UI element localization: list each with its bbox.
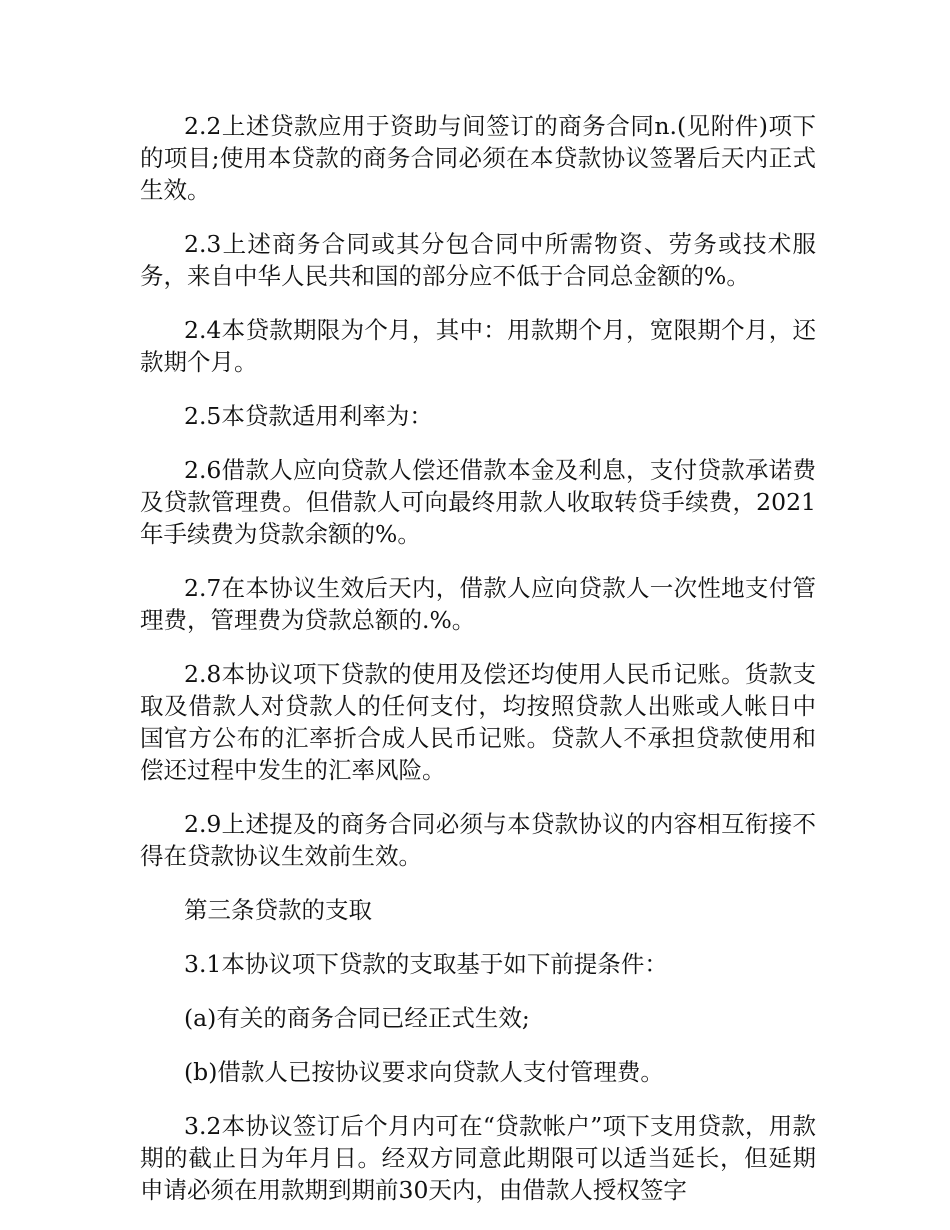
clause-2-2: 2.2上述贷款应用于资助与间签订的商务合同n.(见附件)项下的项目;使用本贷款的商务合同必须在本贷款协议签署后天内正式生效。 (140, 112, 816, 204)
clause-2-3: 2.3上述商务合同或其分包合同中所需物资、劳务或技术服务，来自中华人民共和国的部分应不低于合同总金额的%。 (140, 230, 816, 290)
article-3-heading: 第三条贷款的支取 (184, 896, 372, 924)
clause-3-2: 3.2本协议签订后个月内可在“贷款帐户”项下支用贷款，用款期的截止日为年月日。经双方同意此期限可以适当延长，但延期申请必须在用款期到期前30天内，由借款人授权签字 (140, 1112, 816, 1204)
clause-2-9: 2.9上述提及的商务合同必须与本贷款协议的内容相互衔接不得在贷款协议生效前生效。 (140, 810, 816, 870)
document-body (140, 110, 816, 1206)
clause-2-8: 2.8本协议项下贷款的使用及偿还均使用人民币记账。货款支取及借款人对贷款人的任何支付，均按照贷款人出账或人帐日中国官方公布的汇率折合成人民币记账。贷款人不承担贷款使用和偿还过程中发生的汇率风险。 (140, 660, 816, 784)
clause-2-4: 2.4本贷款期限为个月，其中：用款期个月，宽限期个月，还款期个月。 (140, 316, 816, 376)
clause-2-5: 2.5本贷款适用利率为： (184, 402, 433, 430)
clause-2-7: 2.7在本协议生效后天内，借款人应向贷款人一次性地支付管理费，管理费为贷款总额的.%。 (140, 574, 816, 634)
condition-a: (a)有关的商务合同已经正式生效; (184, 1004, 530, 1032)
condition-b: (b)借款人已按协议要求向贷款人支付管理费。 (184, 1058, 664, 1086)
clause-2-6: 2.6借款人应向贷款人偿还借款本金及利息，支付贷款承诺费及贷款管理费。但借款人可向最终用款人收取转贷手续费，2021年手续费为贷款余额的%。 (140, 456, 816, 548)
clause-3-1: 3.1本协议项下贷款的支取基于如下前提条件： (184, 950, 668, 978)
